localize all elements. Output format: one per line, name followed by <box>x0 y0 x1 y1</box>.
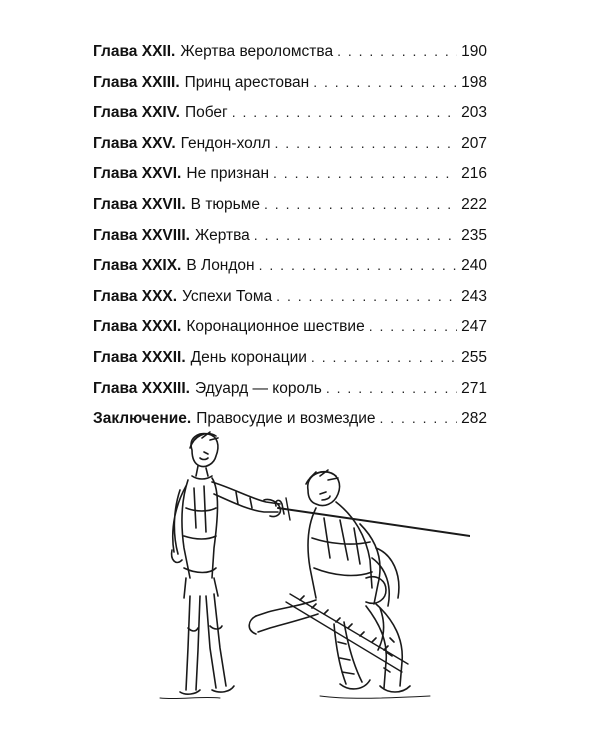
toc-chapter-title: Не признан <box>186 165 270 183</box>
toc-entry[interactable] <box>93 128 487 159</box>
toc-entry[interactable] <box>93 281 487 312</box>
toc-leader-dots <box>337 36 457 67</box>
toc-page-number: 243 <box>461 287 487 305</box>
toc-chapter-title: Успехи Тома <box>182 287 273 305</box>
toc-entry[interactable] <box>93 67 487 98</box>
toc-chapter-label: Глава XXVIII. <box>93 226 190 244</box>
toc-chapter-label: Глава XXXII. <box>93 348 186 366</box>
toc-page-number: 282 <box>461 410 487 428</box>
sword <box>276 498 470 536</box>
toc-entry[interactable] <box>93 311 487 342</box>
toc-chapter-label: Глава XXVII. <box>93 195 186 213</box>
toc-page-number: 247 <box>461 318 487 336</box>
table-of-contents <box>93 36 487 434</box>
toc-page-number: 216 <box>461 165 487 183</box>
toc-chapter-label: Глава XXX. <box>93 287 178 305</box>
toc-chapter-title: Принц арестован <box>184 73 310 91</box>
toc-chapter-label: Глава XXVI. <box>93 165 182 183</box>
toc-leader-dots <box>276 281 457 312</box>
toc-entry[interactable] <box>93 158 487 189</box>
toc-leader-dots <box>313 67 457 98</box>
toc-entry[interactable] <box>93 373 487 404</box>
toc-chapter-title: Жертва <box>194 226 250 244</box>
toc-chapter-title: Жертва вероломства <box>180 43 334 60</box>
toc-page-number: 203 <box>461 104 487 122</box>
toc-leader-dots <box>369 311 457 342</box>
toc-chapter-label: Глава XXV. <box>93 134 176 152</box>
toc-leader-dots <box>264 189 457 220</box>
toc-chapter-title: В тюрьме <box>190 195 261 213</box>
toc-entry[interactable] <box>93 220 487 251</box>
toc-entry[interactable] <box>93 250 487 281</box>
toc-page-number: 240 <box>461 257 487 275</box>
toc-chapter-label: Глава XXXIII. <box>93 379 190 397</box>
toc-page-number: 190 <box>461 43 487 60</box>
toc-chapter-label: Глава XXII. <box>93 43 176 60</box>
toc-leader-dots <box>254 220 457 251</box>
knighting-sketch-icon <box>140 428 470 718</box>
toc-chapter-label: Глава XXIV. <box>93 104 180 122</box>
toc-leader-dots <box>311 342 457 373</box>
toc-page-number: 271 <box>461 379 487 397</box>
toc-page-number: 222 <box>461 195 487 213</box>
toc-chapter-title: Правосудие и возмездие <box>196 410 376 428</box>
toc-chapter-label: Глава XXXI. <box>93 318 182 336</box>
toc-chapter-title: Эдуард — король <box>194 379 322 397</box>
toc-chapter-title: Коронационное шествие <box>186 318 365 336</box>
standing-figure <box>172 432 281 694</box>
toc-leader-dots <box>326 373 457 404</box>
toc-chapter-label: Заключение. <box>93 410 192 428</box>
toc-chapter-label: Глава XXIII. <box>93 73 180 91</box>
toc-entry[interactable] <box>93 342 487 373</box>
toc-chapter-label: Глава XXIX. <box>93 257 182 275</box>
toc-page-number: 255 <box>461 348 487 366</box>
toc-entry[interactable] <box>93 189 487 220</box>
toc-leader-dots <box>273 158 457 189</box>
ground-lines <box>160 696 430 699</box>
toc-leader-dots <box>275 128 458 159</box>
toc-page-number: 235 <box>461 226 487 244</box>
toc-page-number: 198 <box>461 73 487 91</box>
toc-chapter-title: Гендон-холл <box>180 134 271 152</box>
toc-leader-dots <box>259 250 458 281</box>
toc-entry[interactable] <box>93 97 487 128</box>
toc-page-number: 207 <box>461 134 487 152</box>
toc-chapter-title: Побег <box>184 104 228 122</box>
toc-chapter-title: В Лондон <box>186 257 255 275</box>
toc-chapter-title: День коронации <box>190 348 307 366</box>
toc-entry[interactable] <box>93 36 487 67</box>
toc-leader-dots <box>232 97 457 128</box>
